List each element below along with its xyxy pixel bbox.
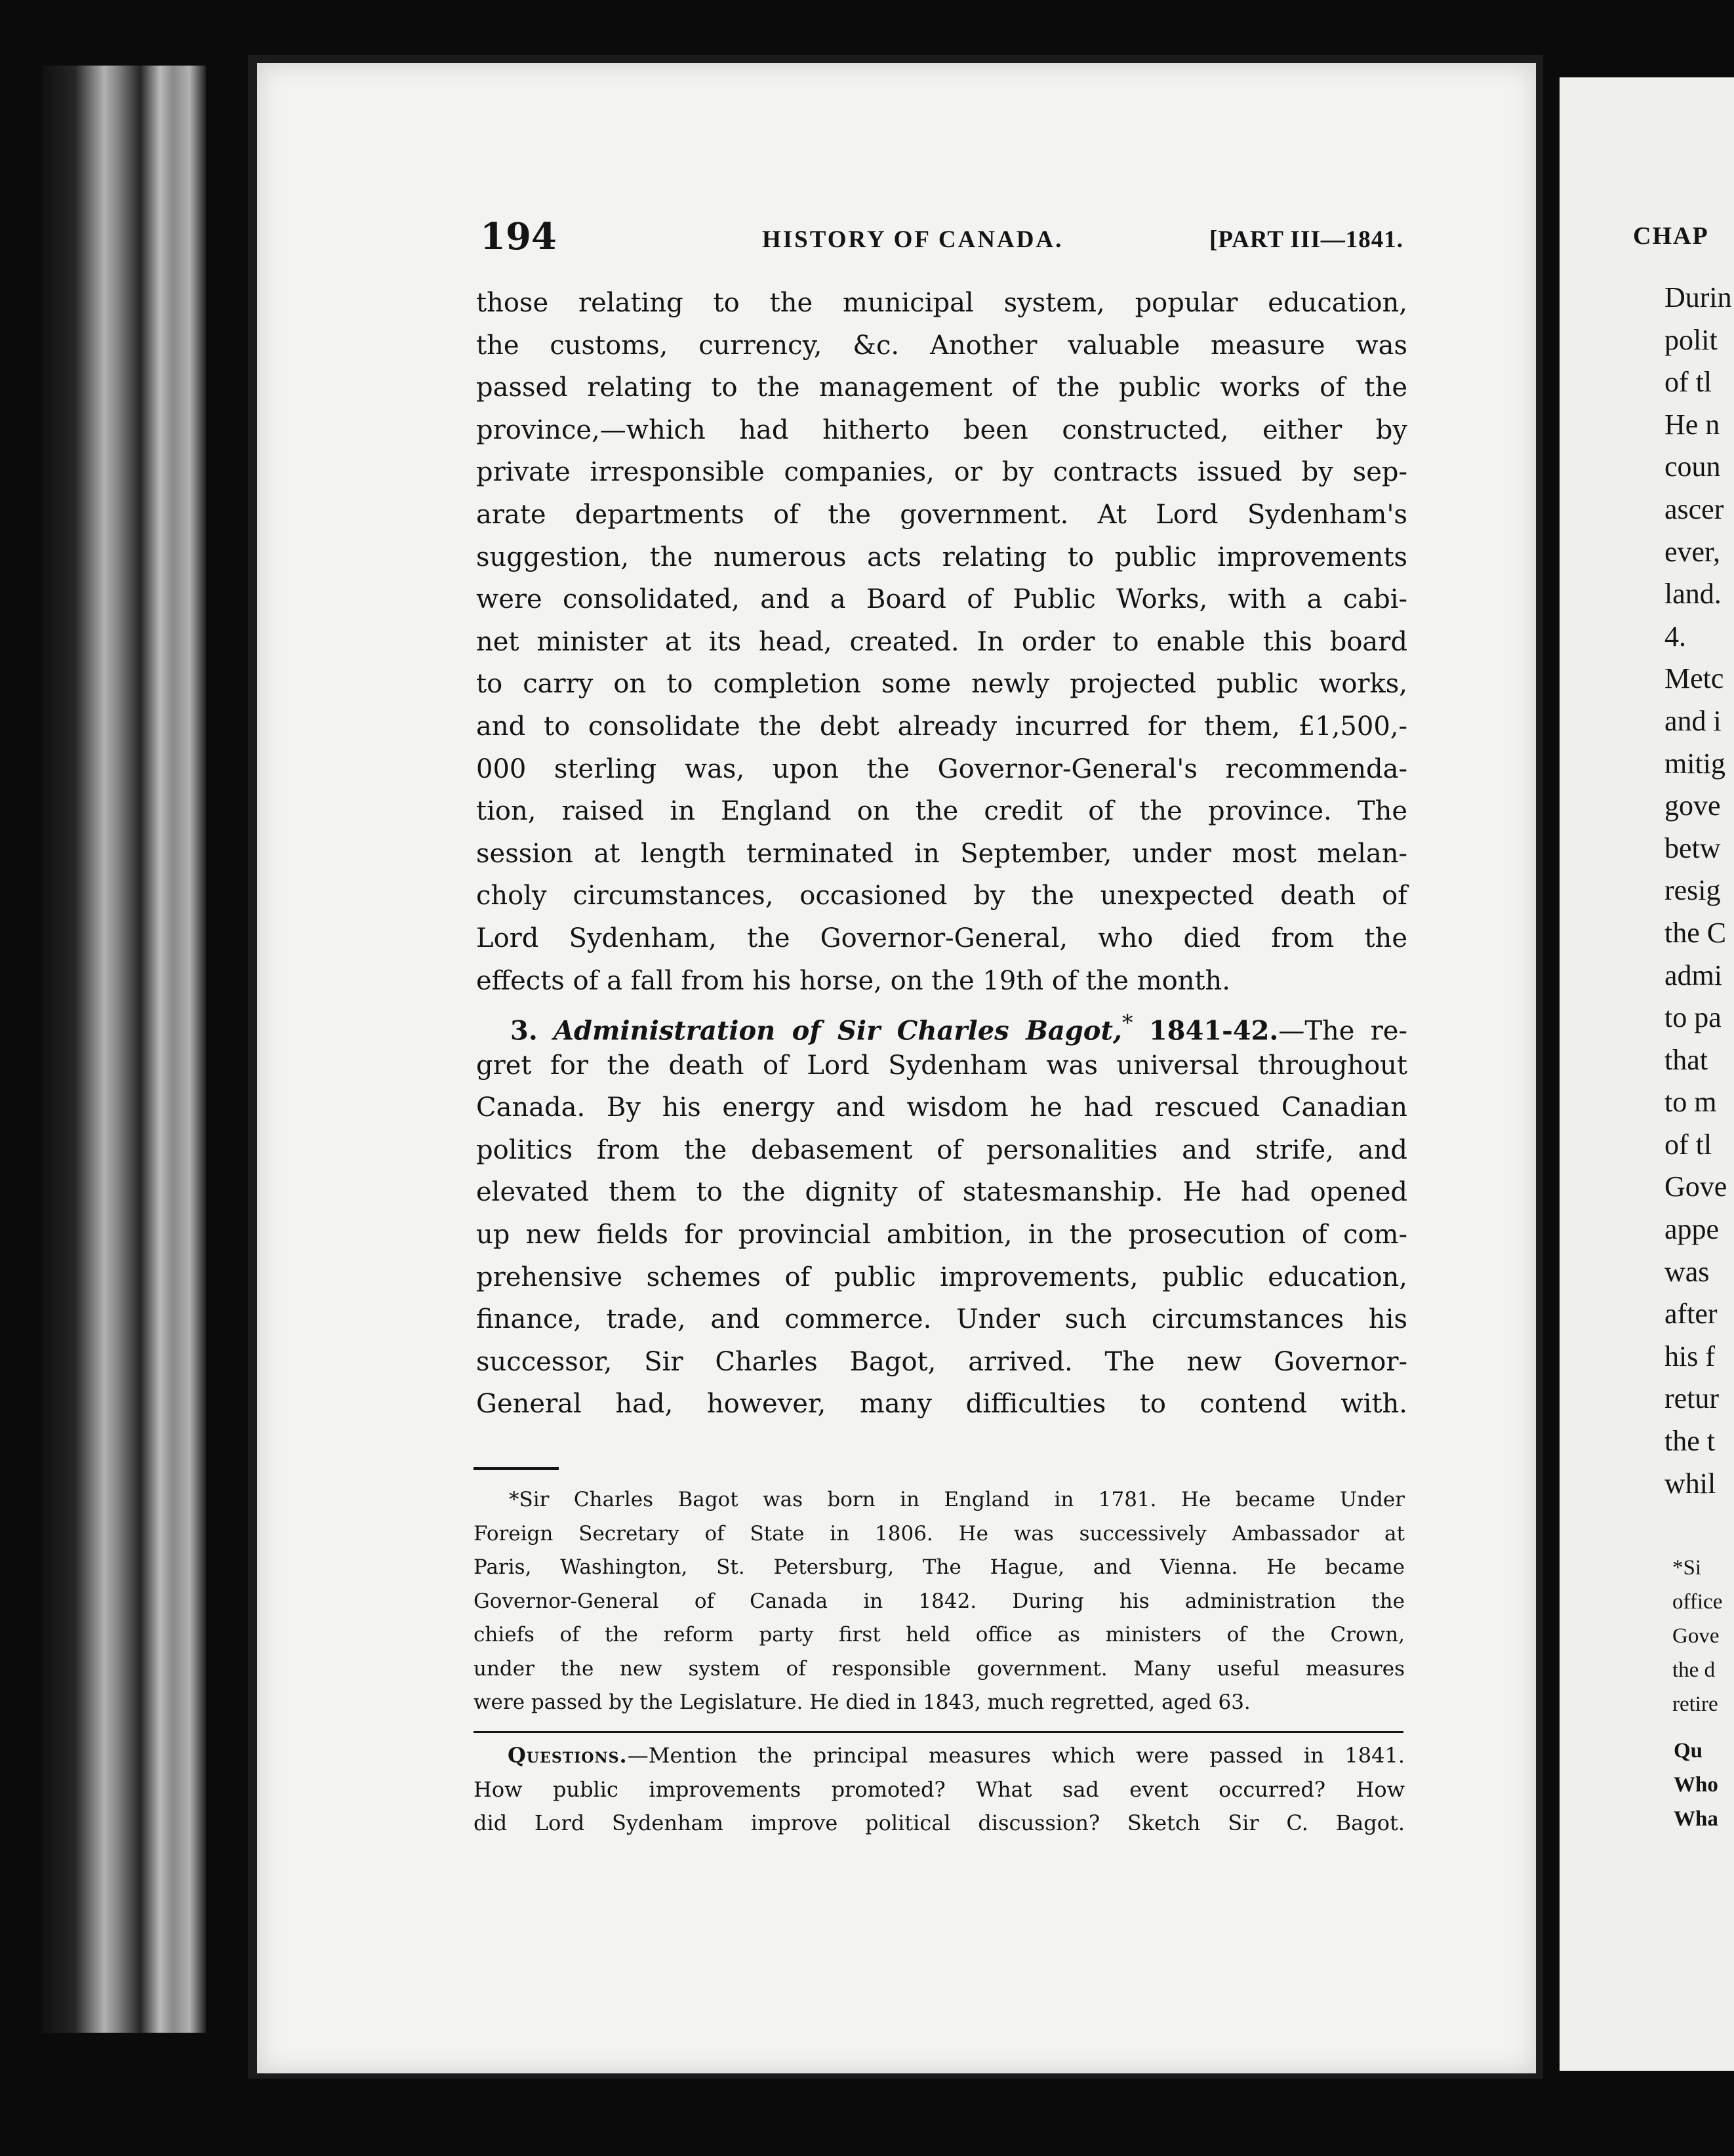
- section-heading-line: [476, 1002, 1407, 1045]
- facing-page-line: to pa: [1664, 1001, 1722, 1034]
- facing-page-line: retur: [1664, 1382, 1720, 1415]
- facing-page-line: land.: [1664, 578, 1722, 610]
- text-line: suggestion, the numerous acts relating to public improvements: [476, 542, 1407, 572]
- facing-page-footnote-line: office: [1672, 1590, 1723, 1614]
- facing-page-questions: [1674, 1734, 1734, 1836]
- footnote: [474, 1483, 1405, 1720]
- text-line: to carry on to completion some newly projected public works,: [476, 669, 1407, 700]
- facing-page-text: [1664, 277, 1734, 1505]
- facing-page-line: of tl: [1664, 366, 1712, 399]
- text-line: choly circumstances, occasioned by the unexpected death of: [476, 881, 1407, 911]
- facing-page-line: of tl: [1664, 1128, 1712, 1161]
- section-dates: 1841-42.: [1148, 1015, 1279, 1047]
- text-line: and to consolidate the debt already incurred for them, £1,500,-: [476, 711, 1407, 742]
- facing-page-footnote-line: *Si: [1672, 1556, 1702, 1580]
- questions-text: —Mention the principal measures which were passed in 1841.: [627, 1743, 1405, 1768]
- facing-page-line: that: [1664, 1043, 1708, 1076]
- facing-page-header: CHAP: [1633, 222, 1709, 250]
- facing-page-line: after: [1664, 1298, 1718, 1330]
- page-header: [480, 215, 1403, 261]
- facing-page-question-line: Who: [1674, 1773, 1718, 1797]
- text-line: tion, raised in England on the credit of the province. The: [476, 796, 1407, 827]
- text-line: arate departments of the government. At Lord Sydenham's: [476, 499, 1407, 530]
- footnote-marker: *: [1121, 1010, 1133, 1036]
- book-edge: [42, 66, 206, 2033]
- footnote-line: Foreign Secretary of State in 1806. He was successively Ambassador at: [474, 1521, 1405, 1546]
- text-line: passed relating to the management of the public works of the: [476, 372, 1407, 403]
- facing-page-line: Durin: [1664, 281, 1732, 313]
- text-line: private irresponsible companies, or by contracts issued by sep-: [476, 457, 1407, 488]
- facing-page-footnote-line: retire: [1672, 1692, 1718, 1716]
- facing-page-line: gove: [1664, 789, 1721, 822]
- facing-page-line: Gove: [1664, 1170, 1727, 1203]
- facing-page-line: the C: [1664, 916, 1727, 949]
- facing-page-line: mitig: [1664, 747, 1725, 780]
- footnote-line: Paris, Washington, St. Petersburg, The Hague, and Vienna. He became: [474, 1555, 1405, 1579]
- text-line: successor, Sir Charles Bagot, arrived. The new Governor-: [476, 1346, 1407, 1377]
- text-line: politics from the debasement of personalities and strife, and: [476, 1134, 1407, 1165]
- facing-page-line: appe: [1664, 1213, 1720, 1246]
- text-line: session at length terminated in September, under most melan-: [476, 838, 1407, 869]
- facing-page-question-line: Qu: [1674, 1739, 1703, 1763]
- facing-page-line: ascer: [1664, 492, 1724, 525]
- text-line: finance, trade, and commerce. Under such circumstances his: [476, 1304, 1407, 1335]
- footnote-line: under the new system of responsible government. Many useful measures: [474, 1656, 1405, 1681]
- text-line: elevated them to the dignity of statesmanship. He had opened: [476, 1177, 1407, 1208]
- facing-page-footnote: [1672, 1551, 1734, 1721]
- text-line: province,—which had hitherto been constructed, either by: [476, 414, 1407, 445]
- text-line: were consolidated, and a Board of Public Works, with a cabi-: [476, 584, 1407, 615]
- facing-page-question-line: Wha: [1674, 1807, 1718, 1831]
- facing-page-line: to m: [1664, 1086, 1717, 1119]
- facing-page-line: admi: [1664, 959, 1722, 991]
- facing-page-footnote-line: the d: [1672, 1658, 1716, 1682]
- questions-line: [474, 1739, 1405, 1773]
- footnote-line: were passed by the Legislature. He died in 1843, much regretted, aged 63.: [474, 1690, 1251, 1714]
- facing-page-line: ever,: [1664, 535, 1720, 568]
- text-line: Lord Sydenham, the Governor-General, who died from the: [476, 923, 1407, 953]
- facing-page-line: the t: [1664, 1425, 1715, 1458]
- facing-page-line: 4.: [1664, 620, 1686, 652]
- facing-page-line: polit: [1664, 323, 1718, 356]
- text-line: General had, however, many difficulties to contend with.: [476, 1389, 1407, 1420]
- facing-page-line: betw: [1664, 831, 1721, 864]
- questions-rule: [474, 1731, 1403, 1733]
- facing-page-line: whil: [1664, 1467, 1716, 1500]
- footnote-line: *Sir Charles Bagot was born in England in 1781. He became Under: [509, 1488, 1405, 1511]
- facing-page-line: resig: [1664, 874, 1721, 907]
- footnote-rule: [474, 1467, 559, 1470]
- footnote-line: chiefs of the reform party first held office as ministers of the Crown,: [474, 1623, 1405, 1647]
- questions-label: Questions.: [508, 1743, 628, 1768]
- text-line: up new fields for provincial ambition, in the prosecution of com-: [476, 1220, 1407, 1250]
- text-line: the customs, currency, &c. Another valuable measure was: [476, 330, 1407, 361]
- facing-page-line: was: [1664, 1255, 1710, 1288]
- text-line: prehensive schemes of public improvements, public education,: [476, 1262, 1407, 1292]
- running-title: HISTORY OF CANADA.: [762, 226, 1064, 253]
- section-title: Administration of Sir Charles Bagot,: [554, 1015, 1122, 1047]
- facing-page-line: Metc: [1664, 662, 1724, 695]
- part-reference: [PART III—1841.: [1209, 226, 1403, 253]
- text-line: 000 sterling was, upon the Governor-General's recommenda-: [476, 753, 1407, 784]
- facing-page-line: coun: [1664, 450, 1721, 483]
- footnote-line: Governor-General of Canada in 1842. During his administration the: [474, 1589, 1405, 1613]
- facing-page-footnote-line: Gove: [1672, 1624, 1720, 1648]
- facing-page-line: his f: [1664, 1340, 1715, 1372]
- questions-line: did Lord Sydenham improve political discussion? Sketch Sir C. Bagot.: [474, 1810, 1405, 1835]
- text-line: net minister at its head, created. In order to enable this board: [476, 626, 1407, 657]
- section-number: 3.: [510, 1015, 538, 1047]
- body-text: [476, 282, 1407, 1426]
- facing-page-line: and i: [1664, 704, 1722, 737]
- text-line: Canada. By his energy and wisdom he had rescued Canadian: [476, 1092, 1407, 1123]
- text-line: those relating to the municipal system, popular education,: [476, 288, 1407, 318]
- review-questions: [474, 1739, 1405, 1841]
- facing-page-line: He n: [1664, 408, 1720, 441]
- questions-line: How public improvements promoted? What sad event occurred? How: [474, 1776, 1405, 1802]
- page-number: 194: [480, 215, 557, 258]
- text-line: effects of a fall from his horse, on the 19th of the month.: [476, 965, 1231, 996]
- section-lead-text: —The re-: [1278, 1016, 1407, 1047]
- text-line: gret for the death of Lord Sydenham was universal throughout: [476, 1050, 1407, 1081]
